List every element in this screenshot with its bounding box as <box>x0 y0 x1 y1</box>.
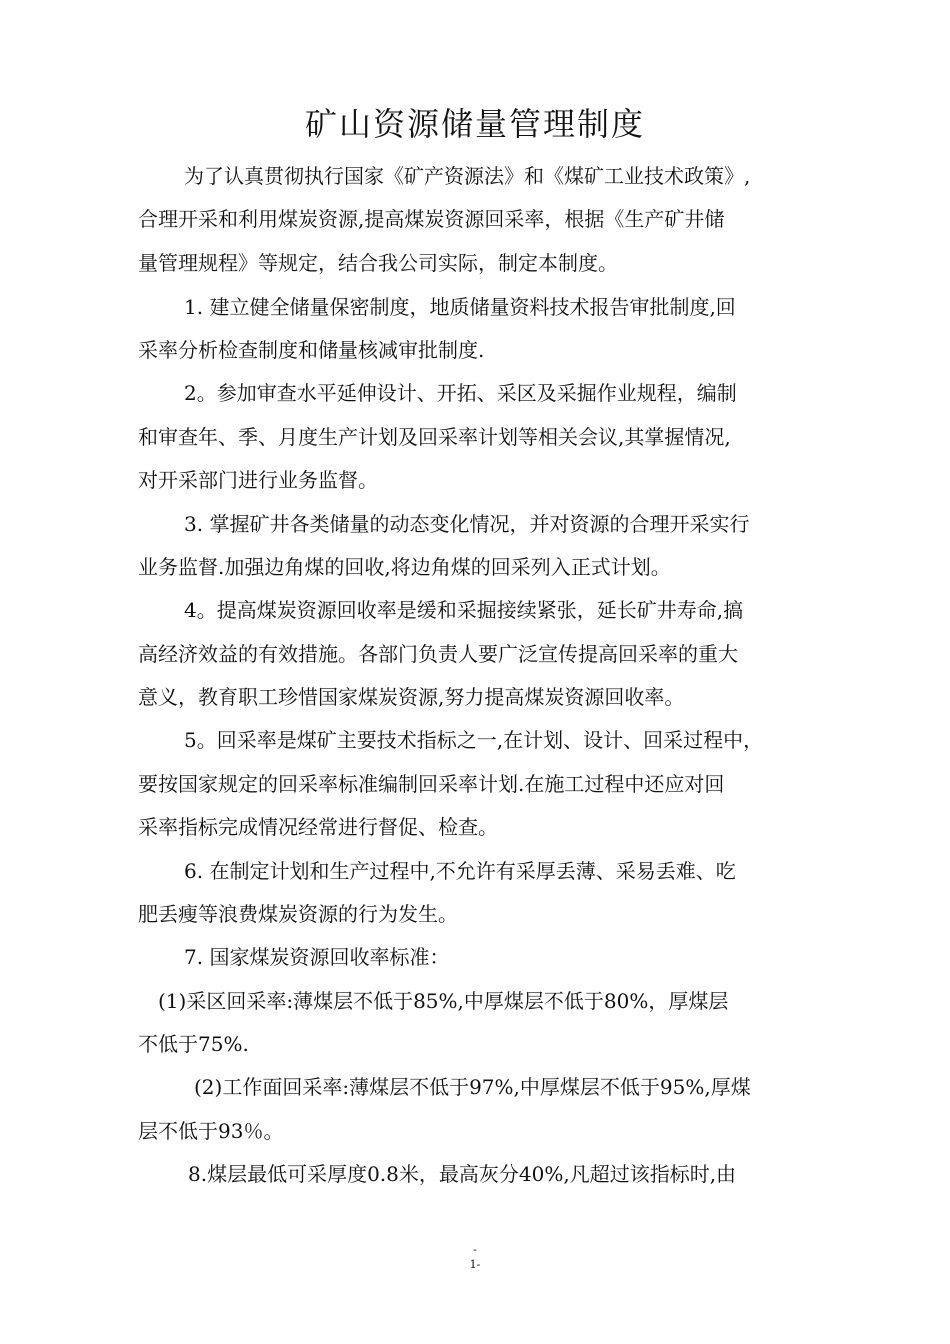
body-line: (2)工作面回采率:薄煤层不低于97%,中厚煤层不低于95%,厚煤 <box>194 1075 751 1099</box>
body-line: 意义，教育职工珍惜国家煤炭资源,努力提高煤炭资源回收率。 <box>138 685 685 709</box>
body-line: 4。提高煤炭资源回收率是缓和采掘接续紧张，延长矿井寿命,搞 <box>184 598 744 622</box>
page-title: 矿山资源储量管理制度 <box>304 105 645 143</box>
body-line: 层不低于93％。 <box>138 1119 284 1143</box>
footer-dash: - <box>473 1243 477 1256</box>
body-line: 为了认真贯彻执行国家《矿产资源法》和《煤矿工业技术政策》, <box>184 164 751 188</box>
body-line: (1)采区回采率:薄煤层不低于85%,中厚煤层不低于80%，厚煤层 <box>158 989 729 1013</box>
body-line: 采率分析检查制度和储量核减审批制度. <box>138 338 485 362</box>
body-line: 合理开采和利用煤炭资源,提高煤炭资源回采率，根据《生产矿井储 <box>138 207 725 231</box>
page-number: 1- <box>469 1258 481 1271</box>
body-line: 2。参加审查水平延伸设计、开拓、采区及采掘作业规程，编制 <box>184 381 737 405</box>
body-line: 3. 掌握矿井各类储量的动态变化情况，并对资源的合理开采实行 <box>184 512 750 536</box>
body-line: 8.煤层最低可采厚度0.8米，最高灰分40%,凡超过该指标时,由 <box>188 1162 737 1186</box>
body-line: 采率指标完成情况经常进行督促、检查。 <box>138 815 498 839</box>
body-line: 6. 在制定计划和生产过程中,不允许有采厚丢薄、采易丢难、吃 <box>184 859 736 883</box>
body-line: 肥丢瘦等浪费煤炭资源的行为发生。 <box>138 902 458 926</box>
body-line: 7. 国家煤炭资源回收率标准： <box>184 945 450 969</box>
body-line: 5。回采率是煤矿主要技术指标之一,在计划、设计、回采过程中， <box>184 728 764 752</box>
body-line: 和审查年、季、月度生产计划及回采率计划等相关会议,其掌握情况, <box>138 425 731 449</box>
body-line: 对开采部门进行业务监督。 <box>138 468 378 492</box>
body-line: 高经济效益的有效措施。各部门负责人要广泛宣传提高回采率的重大 <box>138 642 738 666</box>
body-line: 不低于75%. <box>138 1032 249 1056</box>
body-line: 量管理规程》等规定，结合我公司实际，制定本制度。 <box>138 251 618 275</box>
body-line: 1. 建立健全储量保密制度，地质储量资料技术报告审批制度,回 <box>184 295 736 319</box>
body-line: 业务监督.加强边角煤的回收,将边角煤的回采列入正式计划。 <box>138 555 671 579</box>
body-line: 要按国家规定的回采率标准编制回采率计划.在施工过程中还应对回 <box>138 772 725 796</box>
